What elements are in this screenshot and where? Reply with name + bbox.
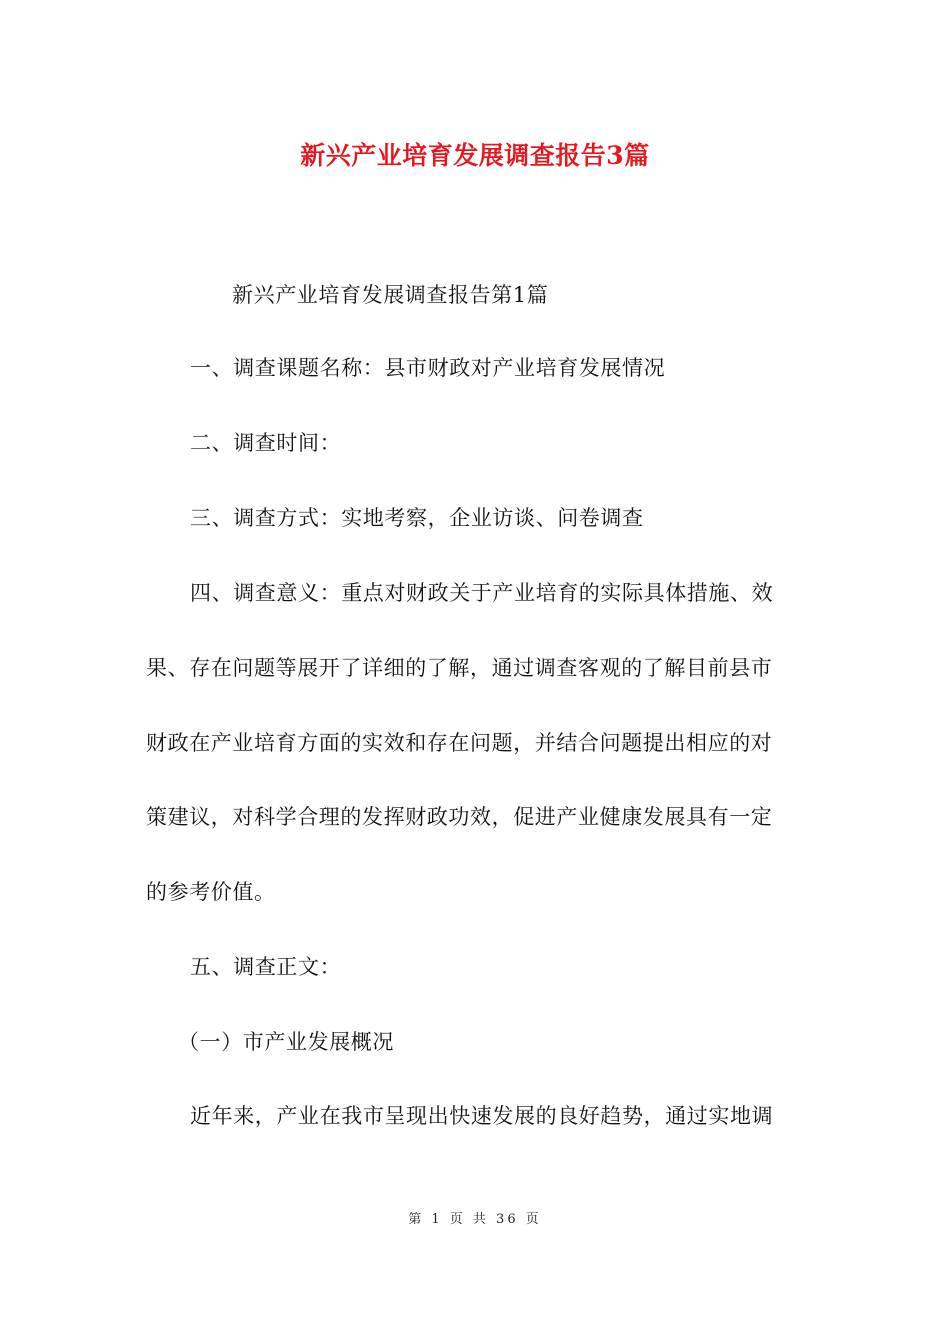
paragraph-line: 策建议，对科学合理的发挥财政功效，促进产业健康发展具有一定 — [146, 805, 773, 829]
page-footer: 第 1 页 共 36 页 — [408, 1212, 542, 1227]
paragraph-line: （一）市产业发展概况 — [178, 1030, 394, 1054]
paragraph-line: 财政在产业培育方面的实效和存在问题，并结合问题提出相应的对 — [146, 731, 773, 755]
paragraph-line: 一、调查课题名称：县市财政对产业培育发展情况 — [190, 356, 666, 380]
paragraph-line: 果、存在问题等展开了详细的了解，通过调查客观的了解目前县市 — [146, 656, 773, 680]
paragraph-line: 的参考价值。 — [146, 880, 276, 904]
paragraph-line: 三、调查方式：实地考察，企业访谈、问卷调查 — [190, 506, 644, 530]
paragraph-line: 五、调查正文： — [190, 955, 342, 979]
document-title: 新兴产业培育发展调查报告3篇 — [300, 141, 650, 170]
paragraph-line: 近年来，产业在我市呈现出快速发展的良好趋势，通过实地调 — [190, 1104, 774, 1128]
section-heading: 新兴产业培育发展调查报告第1篇 — [232, 283, 549, 307]
paragraph-line: 二、调查时间： — [190, 431, 342, 455]
paragraph-line: 四、调查意义：重点对财政关于产业培育的实际具体措施、效 — [190, 581, 774, 605]
